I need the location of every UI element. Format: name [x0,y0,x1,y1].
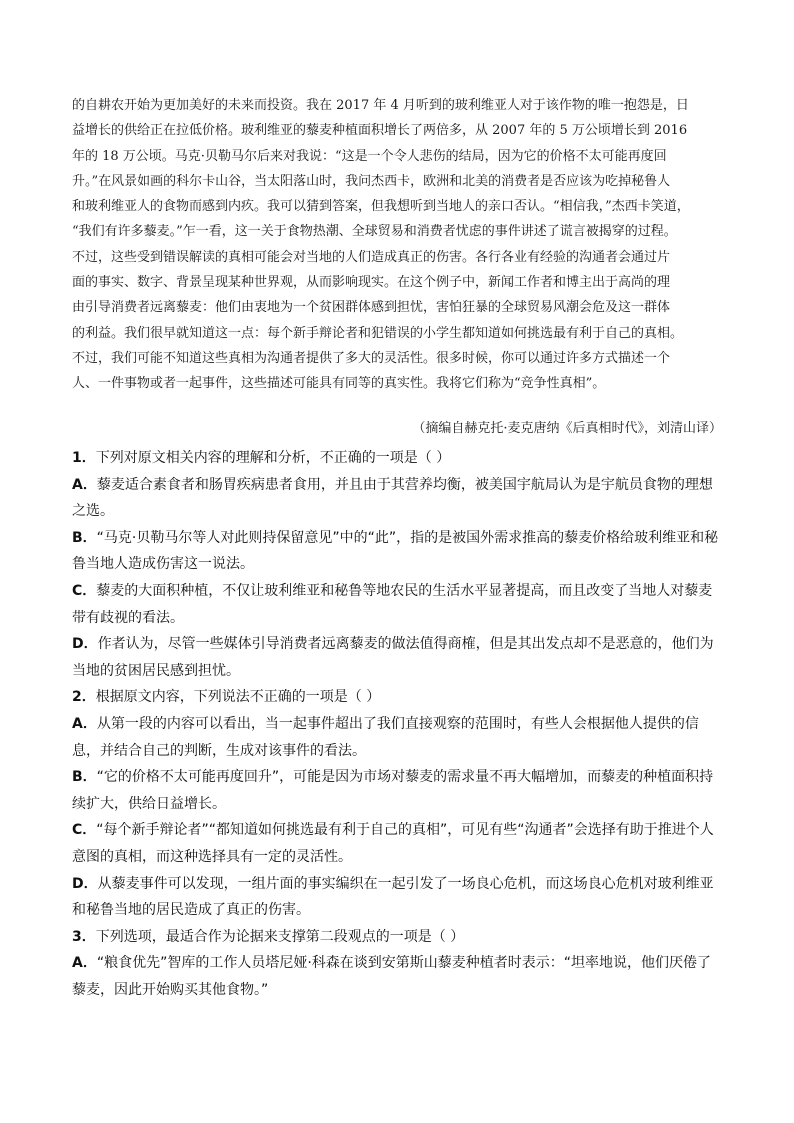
option-text: “它的价格不太可能再度回升”，可能是因为市场对藜麦的需求量不再大幅增加，而藜麦的种植面积持续扩大，供给日益增长。 [72,769,714,812]
option-letter: B． [72,769,97,786]
option-letter: A． [72,476,97,493]
option-text: 从第一段的内容可以看出，当一起事件超出了我们直接观察的范围时，有些人会根据他人提供的信息，并结合自己的判断，生成对该事件的看法。 [72,715,699,759]
questions-section [72,445,724,1003]
question-number: 1． [72,450,96,466]
option-letter: B． [72,529,97,546]
option-text: “每个新手辩论者”“都知道如何挑选最有利于自己的真相”，可见有些“沟通者”会选择有助于推进个人意图的真相，而这种选择具有一定的灵活性。 [72,822,714,865]
option-text: “粮食优先”智库的工作人员塔尼娅·科森在谈到安第斯山藜麦种植者时表示：“坦率地说，他们厌倦了藜麦，因此开始购买其他食物。” [72,955,712,998]
passage-line: 不过，我们可能不知道这些真相为沟通者提供了多大的灵活性。很多时候，你可以通过许多方式描述一个 [72,350,671,366]
option-a [72,950,724,1003]
option-letter: D． [72,875,98,892]
question-text: 下列选项，最适合作为论据来支撑第二段观点的一项是（ ） [95,928,465,945]
passage-line: 不过，这些受到错误解读的真相可能会对当地的人们造成真正的伤害。各行各业有经验的沟通者会通过片 [72,249,671,265]
option-c [72,578,724,631]
option-text: “马克·贝勒马尔等人对此则持保留意见”中的“此”，指的是被国外需求推高的藜麦价格给玻利维亚和秘鲁当地人造成伤害这一说法。 [72,529,719,573]
option-text: 藜麦的大面积种植，不仅让玻利维亚和秘鲁等地农民的生活水平显著提高，而且改变了当地人对藜麦带有歧视的看法。 [72,582,713,626]
passage-line: 益增长的供给正在拉低价格。玻利维亚的藜麦种植面积增长了两倍多，从 2007 年的 5 万公顷增长到 2016 [72,123,688,139]
passage-line: “我们有许多藜麦。”乍一看，这一关于食物热潮、全球贸易和消费者忧虑的事件讲述了谎言被揭穿的过程。 [72,224,677,240]
passage-source-citation: （摘编自赫克托·麦克唐纳《后真相时代》，刘清山译） [412,421,722,436]
option-letter: D． [72,636,98,653]
passage-line: 面的事实、数字、背景呈现某种世界观，从而影响现实。在这个例子中，新闻工作者和博主出于高尚的理 [72,275,671,291]
option-letter: A． [72,955,97,972]
option-text: 藜麦适合素食者和肠胃疾病患者食用，并且由于其营养均衡，被美国宇航局认为是宇航员食物的理想之选。 [72,476,713,520]
option-letter: A． [72,715,97,732]
passage-text [72,93,724,397]
passage-line: 年的 18 万公顷。马克·贝勒马尔后来对我说：“这是一个令人悲伤的结局，因为它的价格不太可能再度回 [72,148,667,164]
option-letter: C． [72,822,97,839]
option-b [72,764,724,817]
question-text: 根据原文内容，下列说法不正确的一项是（ ） [95,689,381,706]
option-d [72,871,724,924]
option-d [72,631,724,684]
question-stem [72,684,724,711]
question-2 [72,684,724,923]
passage-line: 和玻利维亚人的食物而感到内疚。我可以猜到答案，但我想听到当地人的亲口否认。“相信我，”杰西卡笑道， [72,199,690,215]
question-number: 2． [72,689,96,706]
passage-line: 升。”在风景如画的科尔卡山谷，当太阳落山时，我问杰西卡，欧洲和北美的消费者是否应该为吃掉秘鲁人 [72,173,671,189]
option-a [72,711,724,764]
question-3 [72,924,724,1004]
option-a [72,472,724,525]
passage-line: 由引导消费者远离藜麦：他们由衷地为一个贫困群体感到担忧，害怕狂暴的全球贸易风潮会危及这一群体 [72,300,671,316]
passage-line: 人、一件事物或者一起事件，这些描述可能具有同等的真实性。我将它们称为“竞争性真相”。 [72,376,606,392]
passage-line: 的自耕农开始为更加美好的未来而投资。我在 2017 年 4 月听到的玻利维亚人对于该作物的唯一抱怨是，日 [72,98,689,113]
question-stem [72,924,724,951]
option-b [72,525,724,578]
question-text: 下列对原文相关内容的理解和分析，不正确的一项是（ ） [95,450,451,466]
question-1 [72,445,724,684]
passage-line: 的利益。我们很早就知道这一点：每个新手辩论者和犯错误的小学生都知道如何挑选最有利于自己的真相。 [72,325,684,341]
question-stem [72,445,724,472]
option-letter: C． [72,582,97,599]
option-c [72,817,724,870]
question-number: 3． [72,928,96,945]
option-text: 作者认为，尽管一些媒体引导消费者远离藜麦的做法值得商榷，但是其出发点却不是恶意的，他们为当地的贫困居民感到担忧。 [72,636,714,679]
option-text: 从藜麦事件可以发现，一组片面的事实编织在一起引发了一场良心危机，而这场良心危机对玻利维亚和秘鲁当地的居民造成了真正的伤害。 [72,875,714,919]
